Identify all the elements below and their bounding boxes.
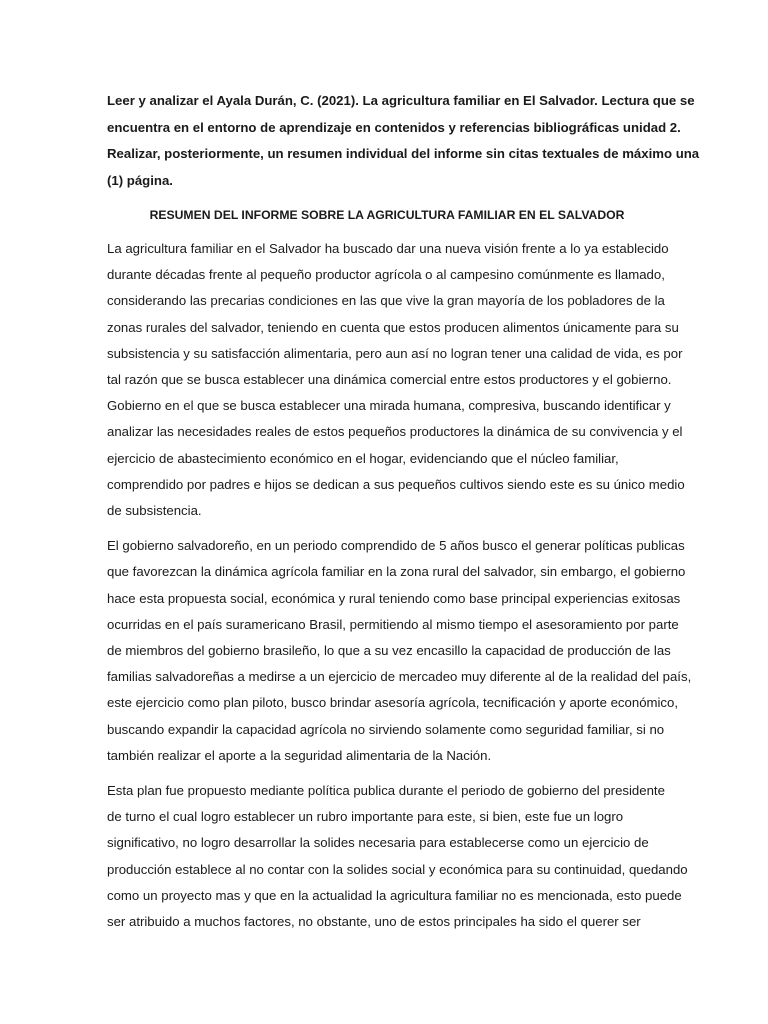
paragraph-line: de subsistencia. <box>107 503 202 519</box>
paragraph-line: tal razón que se busca establecer una dinámica comercial entre estos productores y el gobierno. <box>107 372 672 388</box>
paragraph-line: Gobierno en el que se busca establecer una mirada humana, compresiva, buscando identificar y <box>107 398 671 414</box>
instructions-line: (1) página. <box>107 172 173 188</box>
paragraph-line: zonas rurales del salvador, teniendo en cuenta que estos producen alimentos únicamente para su <box>107 319 679 335</box>
paragraph-line: este ejercicio como plan piloto, busco brindar asesoría agrícola, tecnificación y aporte económico, <box>107 695 679 711</box>
paragraph-line: también realizar el aporte a la seguridad alimentaria de la Nación. <box>107 747 492 763</box>
paragraph-line: analizar las necesidades reales de estos pequeños productores la dinámica de su convivencia y el <box>107 424 683 440</box>
paragraph-line: considerando las precarias condiciones en las que vive la gran mayoría de los pobladores de la <box>107 293 665 309</box>
paragraph-line: que favorezcan la dinámica agrícola familiar en la zona rural del salvador, sin embargo, el gobierno <box>107 564 686 580</box>
paragraph-line: de turno el cual logro establecer un rubro importante para este, si bien, este fue un logro <box>107 809 624 825</box>
paragraph-line: durante décadas frente al pequeño productor agrícola o al campesino comúnmente es llamado, <box>107 267 665 283</box>
paragraph-1 <box>107 236 685 524</box>
assignment-instructions <box>107 88 700 194</box>
paragraph-line: ejercicio de abastecimiento económico en el hogar, evidenciando que el núcleo familiar, <box>107 450 619 466</box>
paragraph-line: Esta plan fue propuesto mediante política publica durante el periodo de gobierno del presidente <box>107 783 665 799</box>
paragraph-line: producción establece al no contar con la solides social y económica para su continuidad, quedando <box>107 861 688 877</box>
instructions-line: Realizar, posteriormente, un resumen individual del informe sin citas textuales de máximo una <box>107 146 700 161</box>
summary-heading: RESUMEN DEL INFORME SOBRE LA AGRICULTURA FAMILIAR EN EL SALVADOR <box>149 208 625 222</box>
paragraph-line: La agricultura familiar en el Salvador ha buscado dar una nueva visión frente a lo ya establecido <box>107 241 669 256</box>
paragraph-line: subsistencia y su satisfacción alimentaria, pero aun así no logran tener una calidad de vida, es por <box>107 345 683 361</box>
paragraph-line: ocurridas en el país suramericano Brasil, permitiendo al mismo tiempo el asesoramiento por parte <box>107 616 679 632</box>
paragraph-line: buscando expandir la capacidad agrícola no sirviendo solamente como seguridad familiar, si no <box>107 721 665 737</box>
paragraph-line: significativo, no logro desarrollar la solides necesaria para establecerse como un ejercicio de <box>107 835 649 851</box>
paragraph-line: El gobierno salvadoreño, en un periodo comprendido de 5 años busco el generar políticas publicas <box>107 538 685 554</box>
paragraph-line: de miembros del gobierno brasileño, lo que a su vez encasillo la capacidad de producción de las <box>107 643 671 659</box>
paragraph-3 <box>107 778 688 935</box>
paragraph-line: hace esta propuesta social, económica y rural teniendo como base principal experiencias exitosas <box>107 590 681 606</box>
instructions-line: Leer y analizar el Ayala Durán, C. (2021). La agricultura familiar en El Salvador. Lectura que se <box>107 93 695 108</box>
paragraph-line: comprendido por padres e hijos se dedican a sus pequeños cultivos siendo este es su único medio <box>107 476 685 492</box>
document-page <box>107 88 700 944</box>
paragraph-line: como un proyecto mas y que en la actualidad la agricultura familiar no es mencionada, esto puede <box>107 887 682 903</box>
instructions-line: encuentra en el entorno de aprendizaje en contenidos y referencias bibliográficas unidad 2. <box>107 119 681 135</box>
paragraph-line: familias salvadoreñas a medirse a un ejercicio de mercadeo muy diferente al de la realidad del país, <box>107 669 692 685</box>
paragraph-2 <box>107 533 692 769</box>
paragraph-line: ser atribuido a muchos factores, no obstante, uno de estos principales ha sido el querer ser <box>107 914 641 930</box>
